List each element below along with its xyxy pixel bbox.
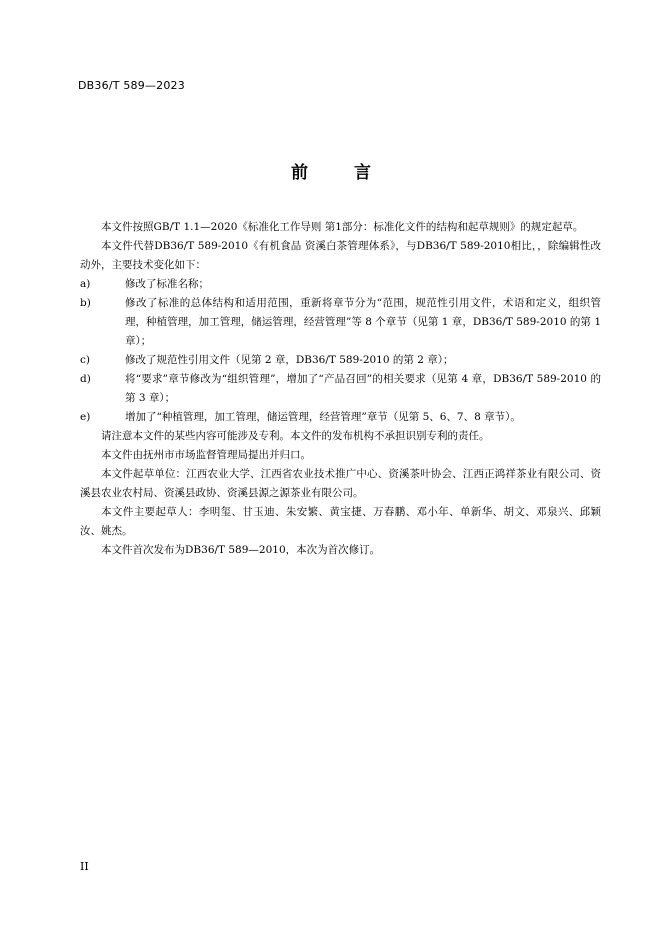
paragraph: 本文件按照GB/T 1.1—2020《标准化工作导则 第1部分：标准化文件的结构和起草规则》的规定起草。 <box>101 221 584 233</box>
page-title <box>0 158 662 183</box>
page-number: II <box>80 860 89 873</box>
list-label: b) <box>80 297 91 309</box>
document-code-header: DB36/T 589—2023 <box>78 79 185 92</box>
list-text: 将“要求”章节修改为“组织管理”，增加了“产品召回”的相关要求（见第 4 章，DB36/T 589-2010 的第 3 章）； <box>125 373 601 404</box>
list-item <box>80 294 601 351</box>
paragraph: 本文件主要起草人：李明玺、甘玉迪、朱安繁、黄宝捷、万春鹏、邓小年、单新华、胡文、邓泉兴、邱颖汝、姚杰。 <box>80 506 601 537</box>
title-char-2: 言 <box>354 163 371 183</box>
list-label: c) <box>80 354 90 366</box>
paragraph: 请注意本文件的某些内容可能涉及专利。本文件的发布机构不承担识别专利的责任。 <box>101 430 490 442</box>
paragraph: 本文件首次发布为DB36/T 589—2010，本次为首次修订。 <box>101 544 381 556</box>
foreword-body <box>80 218 601 560</box>
list-label: d) <box>80 373 91 385</box>
paragraph: 本文件起草单位：江西农业大学、江西省农业技术推广中心、资溪茶叶协会、江西正鸿祥茶业有限公司、资溪县农业农村局、资溪县政协、资溪县源之源茶业有限公司。 <box>80 468 601 499</box>
paragraph: 本文件由抚州市市场监督管理局提出并归口。 <box>101 449 311 461</box>
paragraph: 本文件代替DB36/T 589-2010《有机食品 资溪白茶管理体系》，与DB36/T 589-2010相比，，除编辑性改动外，主要技术变化如下： <box>80 240 601 271</box>
list-text: 修改了规范性引用文件（见第 2 章，DB36/T 589-2010 的第 2 章）； <box>125 354 454 366</box>
list-text: 修改了标准的总体结构和适用范围，重新将章节分为“范围，规范性引用文件，术语和定义，组织管理，种植管理，加工管理，储运管理，经营管理”等 8 个章节（见第 1 章，DB36/T 589-2010 的第 1 章）； <box>125 297 601 347</box>
list-text: 增加了“种植管理，加工管理，储运管理，经营管理”章节（见第 5、6、7、8 章节）。 <box>125 411 521 423</box>
list-item <box>80 351 601 370</box>
list-item <box>80 275 601 294</box>
list-text: 修改了标准名称； <box>125 278 209 290</box>
list-label: a) <box>80 278 91 290</box>
list-item <box>80 370 601 408</box>
list-item <box>80 408 601 427</box>
list-label: e) <box>80 411 91 423</box>
title-char-1: 前 <box>291 163 308 183</box>
